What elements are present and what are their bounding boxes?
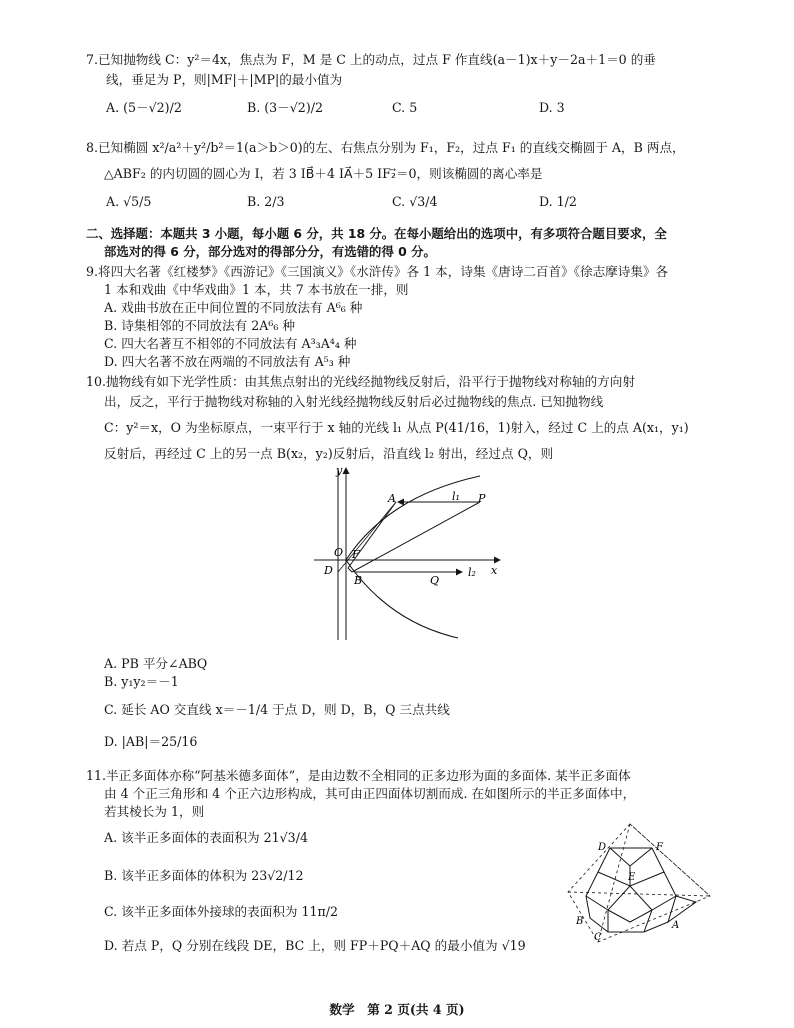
section-2-heading-line1: 二、选择题：本题共 3 小题，每小题 6 分，共 18 分。在每小题给出的选项中，有多项符合题目要求，全 (86, 226, 667, 241)
q8-stem-line1: 8.已知椭圆 x²/a²＋y²/b²＝1(a＞b＞0)的左、右焦点分别为 F₁，F₂，过点 F₁ 的直线交椭圆于 A，B 两点， (86, 140, 685, 155)
parabola-figure (308, 462, 508, 644)
fig-label-b: B (354, 574, 363, 587)
q11-option-a: A. 该半正多面体的表面积为 21√3/4 (104, 830, 308, 845)
q10-stem-line2: 出，反之，平行于抛物线对称轴的入射光线经抛物线反射后必过抛物线的焦点. 已知抛物线 (104, 394, 604, 409)
q7-option-d: D. 3 (539, 100, 565, 115)
ray-f-to-b (348, 568, 352, 572)
page-footer: 数学 第 2 页(共 4 页) (329, 1002, 465, 1017)
q7-stem-line2: 线，垂足为 P，则|MF|＋|MP|的最小值为 (106, 72, 343, 87)
q8-option-c: C. √3/4 (392, 194, 438, 209)
q9-option-d: D. 四大名著不放在两端的不同放法有 A⁵₃ 种 (104, 354, 351, 369)
q10-stem-line3: C：y²＝x，O 为坐标原点，一束平行于 x 轴的光线 l₁ 从点 P(41/16，1)射入，经过 C 上的点 A(x₁，y₁) (104, 420, 689, 435)
poly-label-e: E (628, 872, 636, 883)
q7-option-b: B. (3－√2)/2 (247, 100, 323, 115)
fig-label-o: O (334, 546, 344, 559)
fig-label-p: P (478, 492, 486, 505)
ray-p-to-b (352, 502, 480, 572)
fig-label-l1: l₁ (452, 490, 460, 503)
q8-option-b: B. 2/3 (247, 194, 285, 209)
q9-stem-line1: 9.将四大名著《红楼梦》《西游记》《三国演义》《水浒传》各 1 本，诗集《唐诗二百首》《徐志摩诗集》各 (86, 264, 669, 279)
q7-option-a: A. (5－√2)/2 (106, 100, 182, 115)
fig-label-y: y (336, 464, 343, 477)
fig-label-f: F (352, 548, 360, 561)
q11-option-d: D. 若点 P，Q 分别在线段 DE，BC 上，则 FP＋PQ＋AQ 的最小值为 √19 (104, 938, 526, 953)
tetrahedron-hull-dashed (568, 824, 710, 942)
q11-option-c: C. 该半正多面体外接球的表面积为 11π/2 (104, 904, 339, 919)
poly-label-f: F (656, 842, 663, 853)
fig-label-a: A (388, 492, 396, 505)
q8-option-d: D. 1/2 (539, 194, 577, 209)
q9-option-a: A. 戏曲书放在正中间位置的不同放法有 A⁶₆ 种 (104, 300, 363, 315)
poly-label-c: C (594, 932, 602, 943)
section-2-heading-line2: 部选对的得 6 分，部分选对的得部分分，有选错的得 0 分。 (104, 244, 436, 259)
fig-label-x: x (491, 564, 498, 577)
q10-option-d: D. |AB|＝25/16 (104, 734, 198, 749)
q11-stem-line3: 若其棱长为 1，则 (104, 804, 205, 819)
q8-option-a: A. √5/5 (106, 194, 152, 209)
polyhedron-edges (586, 848, 696, 932)
q7-stem-line1: 7.已知抛物线 C：y²＝4x，焦点为 F，M 是 C 上的动点，过点 F 作直线(a－1)x＋y－2a＋1＝0 的垂 (86, 52, 656, 67)
q9-option-c: C. 四大名著互不相邻的不同放法有 A³₃A⁴₄ 种 (104, 336, 357, 351)
fig-label-l2: l₂ (468, 566, 476, 579)
q10-option-c: C. 延长 AO 交直线 x＝－1/4 于点 D，则 D，B，Q 三点共线 (104, 702, 450, 717)
q9-stem-line2: 1 本和戏曲《中华戏曲》1 本，共 7 本书放在一排，则 (104, 282, 409, 297)
q11-stem-line1: 11.半正多面体亦称“阿基米德多面体”，是由边数不全相同的正多边形为面的多面体. 某半正多面体 (86, 768, 631, 783)
line-ao-extended (338, 502, 396, 572)
q9-option-b: B. 诗集相邻的不同放法有 2A⁶₆ 种 (104, 318, 296, 333)
q11-stem-line2: 由 4 个正三角形和 4 个正六边形构成，其可由正四面体切割而成. 在如图所示的半正多面体中， (104, 786, 636, 801)
q10-option-a: A. PB 平分∠ABQ (104, 656, 208, 671)
q7-option-c: C. 5 (392, 100, 418, 115)
q8-stem-line2: △ABF₂ 的内切圆的圆心为 I，若 3 IB⃗＋4 IA⃗＋5 IF₂⃗＝0，则该椭圆的离心率是 (104, 166, 543, 181)
q10-stem-line1: 10.抛物线有如下光学性质：由其焦点射出的光线经抛物线反射后，沿平行于抛物线对称轴的方向射 (86, 374, 635, 389)
q10-stem-line4: 反射后，再经过 C 上的另一点 B(x₂，y₂)反射后，沿直线 l₂ 射出，经过点 Q，则 (104, 446, 554, 461)
poly-label-d: D (598, 842, 607, 853)
fig-label-d: D (324, 564, 333, 577)
q10-option-b: B. y₁y₂＝－1 (104, 674, 179, 689)
poly-label-a: A (672, 920, 680, 931)
fig-label-q: Q (430, 574, 440, 587)
q11-option-b: B. 该半正多面体的体积为 23√2/12 (104, 868, 304, 883)
poly-label-b: B (576, 916, 584, 927)
polyhedron-figure (560, 822, 720, 948)
